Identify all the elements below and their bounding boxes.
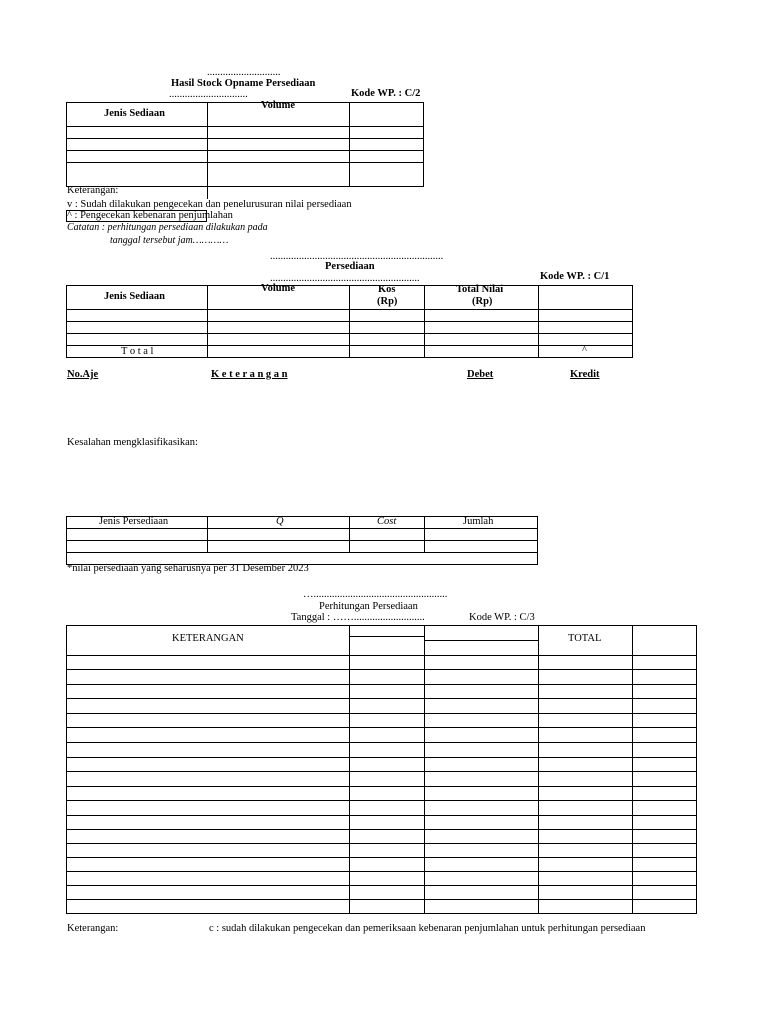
section2-col-total: Total Nilai [456,284,504,295]
section2-title: Persediaan [325,261,375,272]
section2-dots-top: .................................................................. [270,251,444,262]
section2-col-kos: Kos [378,284,396,295]
section1-dots-top: ............................ [207,67,281,78]
kesalahan-col-q: Q [276,516,284,527]
footer-legend-c: c : sudah dilakukan pengecekan dan pemeriksaan kebenaran penjumlahan untuk perhitungan persediaan [209,923,646,934]
section3-col-keterangan: KETERANGAN [172,633,244,644]
kesalahan-note: *nilai persediaan yang seharusnya per 31 Desember 2023 [67,563,309,574]
section1-legend-v: v : Sudah dilakukan pengecekan dan penelurusuran nilai persediaan [67,199,352,210]
section1-dots-sub: .............................. [169,89,248,100]
section2-col-jenis: Jenis Sediaan [104,291,165,302]
section3-kode: Kode WP. : C/3 [469,612,535,623]
section2-col-kos-unit: (Rp) [377,296,398,307]
section2-col-total-unit: (Rp) [472,296,493,307]
section3-col-total: TOTAL [568,633,602,644]
section3-title: Perhitungan Persediaan [319,601,418,612]
section1-catatan-1: Catatan : perhitungan persediaan dilakukan pada [67,222,268,233]
kesalahan-col-cost: Cost [377,516,397,527]
section3-tanggal: Tanggal : ……........................... [291,612,425,623]
section2-col-volume: Volume [261,283,296,294]
section1-col-jenis: Jenis Sediaan [104,108,165,119]
aje-keterangan: K e t e r a n g a n [211,369,288,380]
aje-no: No.Aje [67,369,99,380]
aje-debet: Debet [467,369,494,380]
section1-col-volume: Volume [261,100,296,111]
section1-title: Hasil Stock Opname Persediaan [171,78,316,89]
kesalahan-col-jenis: Jenis Persediaan [99,516,169,527]
section1-catatan-2: tanggal tersebut jam………… [110,235,229,246]
footer-keterangan-label: Keterangan: [67,923,119,934]
section1-kode: Kode WP. : C/2 [351,88,421,99]
kesalahan-col-jumlah: Jumlah [463,516,494,527]
section1-legend-caret: ^ : Pengecekan kebenaran penjumlahan [67,210,233,221]
section2-dots-sub: ......................................................... [270,273,420,284]
section2-kode: Kode WP. : C/1 [540,271,610,282]
aje-kredit: Kredit [570,369,600,380]
kesalahan-label: Kesalahan mengklasifikasikan: [67,437,198,448]
section1-keterangan-label: Keterangan: [67,185,119,196]
section3-dots-top: …................................................... [303,589,448,600]
section2-total-label: T o t a l [121,346,154,357]
section2-caret: ^ [582,345,587,356]
